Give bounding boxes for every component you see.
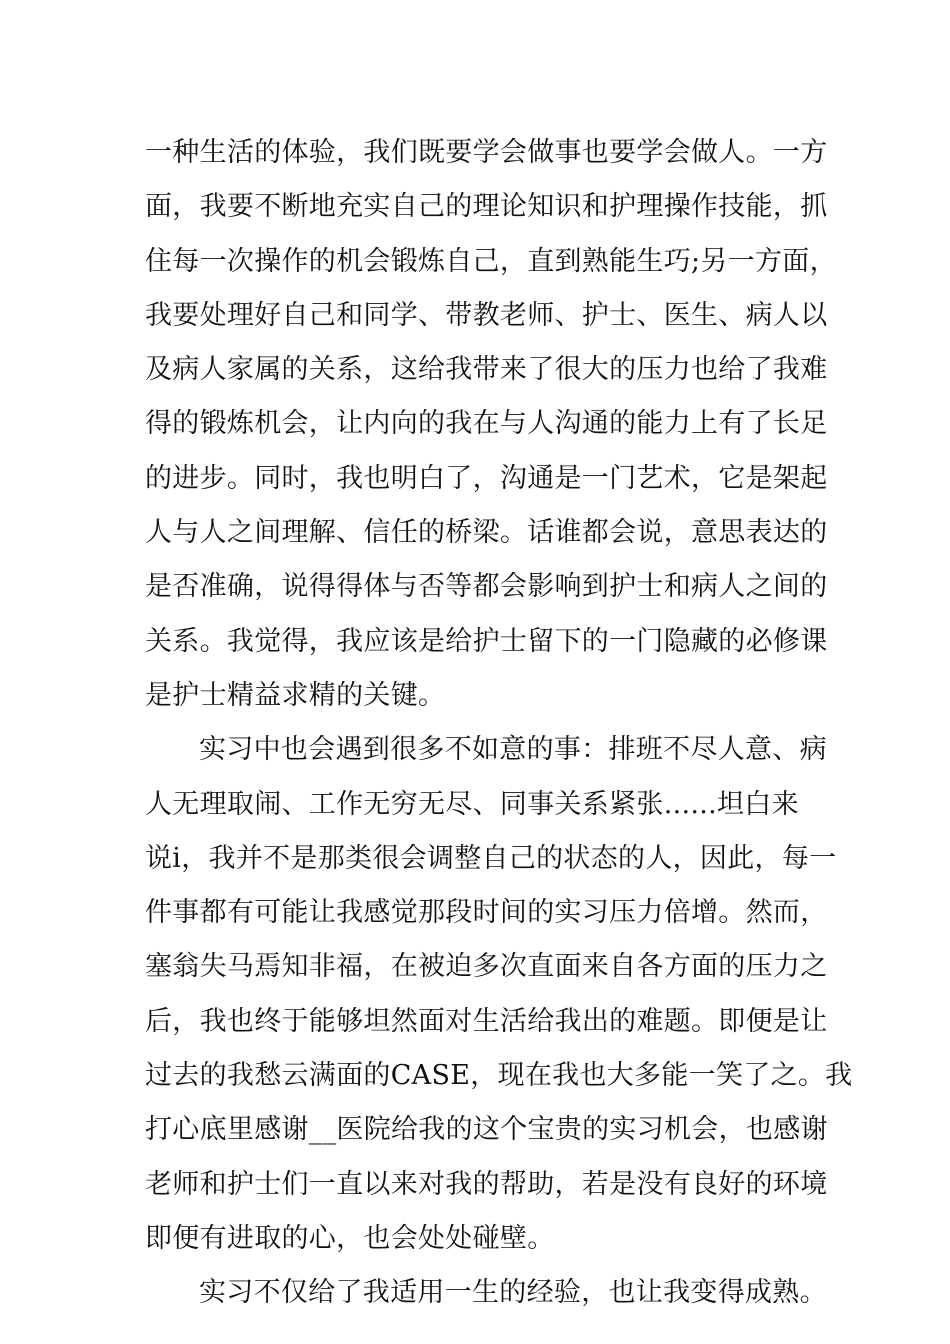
text-line: 我要处理好自己和同学、带教老师、护士、医生、病人以: [145, 299, 828, 331]
text-line: 是否准确，说得得体与否等都会影响到护士和病人之间的: [145, 571, 828, 603]
paragraph-first-line: 实习不仅给了我适用一生的经验，也让我变得成熟。: [199, 1277, 827, 1309]
text-line: 人无理取闹、工作无穷无尽、同事关系紧张......坦白来: [145, 788, 799, 820]
text-line: 得的锻炼机会，让内向的我在与人沟通的能力上有了长足: [145, 408, 828, 440]
text-line: 即便有进取的心，也会处处碰壁。: [145, 1222, 555, 1254]
text-line: 说i，我并不是那类很会调整自己的状态的人，因此，每一: [145, 842, 837, 874]
text-line: 是护士精益求精的关键。: [145, 679, 446, 711]
text-line: 关系。我觉得，我应该是给护士留下的一门隐藏的必修课: [145, 625, 828, 657]
text-line: 打心底里感谢__医院给我的这个宝贵的实习机会，也感谢: [145, 1114, 828, 1146]
text-line: 及病人家属的关系，这给我带来了很大的压力也给了我难: [145, 354, 828, 386]
text-line: 一种生活的体验，我们既要学会做事也要学会做人。一方: [145, 137, 828, 168]
text-line: 住每一次操作的机会锻炼自己，直到熟能生巧;另一方面，: [145, 245, 837, 277]
text-line: 塞翁失马焉知非福，在被迫多次直面来自各方面的压力之: [145, 951, 828, 983]
text-line: 的进步。同时，我也明白了，沟通是一门艺术，它是架起: [145, 462, 828, 494]
text-line: 面，我要不断地充实自己的理论知识和护理操作技能，抓: [145, 191, 828, 223]
text-line: 人与人之间理解、信任的桥梁。话谁都会说，意思表达的: [145, 517, 828, 549]
text-line: 老师和护士们一直以来对我的帮助，若是没有良好的环境: [145, 1168, 828, 1200]
text-line: 后，我也终于能够坦然面对生活给我出的难题。即便是让: [145, 1005, 828, 1037]
text-line: 件事都有可能让我感觉那段时间的实习压力倍增。然而，: [145, 897, 828, 929]
paragraph-first-line: 实习中也会遇到很多不如意的事：排班不尽人意、病: [199, 734, 827, 766]
text-line: 过去的我愁云满面的CASE，现在我也大多能一笑了之。我: [145, 1060, 853, 1092]
body-text: [145, 126, 853, 1321]
